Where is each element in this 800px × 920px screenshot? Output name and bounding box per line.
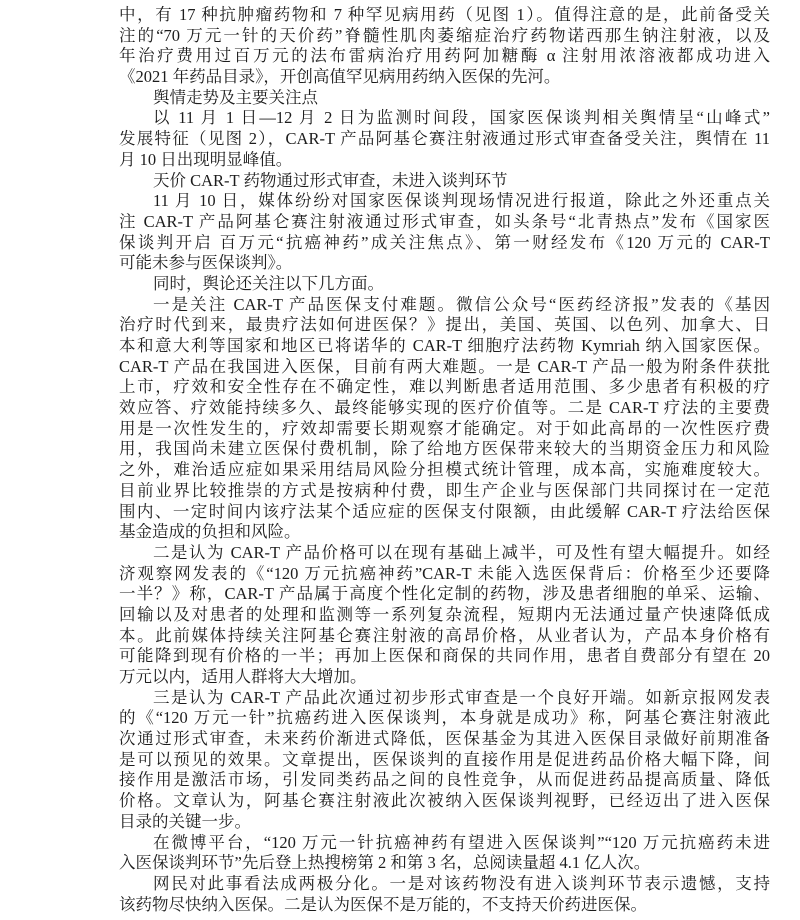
text-line: 一半？》称，CAR-T 产品属于高度个性化定制的药物，涉及患者细胞的单采、运输、 — [119, 584, 770, 604]
text-line: 年治疗费用过百万元的法布雷病治疗用药阿加糖酶 α 注射用浓溶液都成功进入 — [119, 46, 770, 66]
text-line: 治疗时代到来，最贵疗法如何进医保？》提出，美国、英国、以色列、加拿大、日 — [119, 315, 770, 335]
text-line: 中，有 17 种抗肿瘤药物和 7 种罕见病用药（见图 1）。值得注意的是，此前备受关 — [119, 5, 770, 24]
text-line: 之外，难治适应症如果采用结局风险分担模式统计管理，成本高，实施难度较大。 — [119, 460, 770, 480]
text-line: 入医保谈判环节”先后登上热搜榜第 2 和第 3 名，总阅读量超 4.1 亿人次。 — [119, 853, 651, 873]
text-line: 月 10 日出现明显峰值。 — [119, 149, 293, 169]
text-line: 该药物尽快纳入医保。二是认为医保不是万能的，不支持天价药进医保。 — [119, 894, 647, 914]
section-heading-line: 舆情走势及主要关注点 — [153, 87, 318, 107]
document-text-block — [119, 5, 770, 915]
text-line: 济观察网发表的《“120 万元抗癌神药”CAR-T 未能入选医保背后：价格至少还要降 — [119, 563, 770, 583]
text-line: 一是关注 CAR-T 产品医保支付难题。微信公众号“医药经济报”发表的《基因 — [153, 294, 770, 314]
text-line: 发展特征（见图 2），CAR-T 产品阿基仑赛注射液通过形式审查备受关注，舆情在 11 — [119, 129, 770, 149]
text-line: 《2021 年药品目录》，开创高值罕见病用药纳入医保的先河。 — [119, 67, 561, 87]
text-line: 基金造成的负担和风险。 — [119, 522, 301, 542]
text-line: 目前业界比较推崇的方式是按病种付费，即生产企业与医保部门共同探讨在一定范 — [119, 480, 770, 500]
section-heading-line: 天价 CAR-T 药物通过形式审查，未进入谈判环节 — [153, 170, 508, 190]
text-line: 接作用是激活市场，引发同类药品之间的良性竞争，从而促进药品提高质量、降低 — [119, 770, 770, 790]
text-line: 本。此前媒体持续关注阿基仑赛注射液的高昂价格，从业者认为，产品本身价格有 — [119, 625, 770, 645]
text-line: 注的“70 万元一针的天价药”脊髓性肌肉萎缩症治疗药物诺西那生钠注射液，以及 — [119, 25, 770, 45]
text-line: 是可以预见的效果。文章提出，医保谈判的直接作用是促进药品价格大幅下降，间 — [119, 749, 770, 769]
text-line: 上市，疗效和安全性存在不确定性，难以判断患者适用范围、多少患者有积极的疗 — [119, 377, 770, 397]
text-line: 可能降到现有价格的一半；再加上医保和商保的共同作用，患者自费部分有望在 20 — [119, 646, 770, 666]
text-line: 注 CAR-T 产品阿基仑赛注射液通过形式审查，如头条号“北青热点”发布《国家医 — [119, 211, 770, 231]
text-line: 万元以内，适用人群将大大增加。 — [119, 667, 367, 686]
text-line: 三是认为 CAR-T 产品此次通过初步形式审查是一个良好开端。如新京报网发表 — [153, 687, 770, 707]
text-line: 围内、一定时间内该疗法某个适应症的医保支付限额，由此缓解 CAR-T 疗法给医保 — [119, 501, 770, 521]
text-line: 11 月 10 日，媒体纷纷对国家医保谈判现场情况进行报道，除此之外还重点关 — [153, 191, 770, 211]
text-line: 的《“120 万元一针”抗癌药进入医保谈判，本身就是成功》称，阿基仑赛注射液此 — [119, 708, 770, 728]
text-line: 网民对此事看法成两极分化。一是对该药物没有进入谈判环节表示遗憾，支持 — [153, 873, 770, 893]
text-line: 用是一次性发生的，疗效却需要长期观察才能确定。对于如此高昂的一次性医疗费 — [119, 418, 770, 438]
text-line: 同时，舆论还关注以下几方面。 — [153, 273, 384, 293]
text-line: 目录的关键一步。 — [119, 811, 251, 831]
text-line: CAR-T 产品在我国进入医保，目前有两大难题。一是 CAR-T 产品一般为附条件获批 — [119, 356, 770, 376]
text-line: 可能未参与医保谈判》。 — [119, 253, 293, 273]
text-line: 用，我国尚未建立医保付费机制，除了给地方医保带来较大的当期资金压力和风险 — [119, 439, 770, 459]
text-line: 二是认为 CAR-T 产品价格可以在现有基础上减半，可及性有望大幅提升。如经 — [153, 542, 770, 562]
text-line: 次通过形式审查，未来药价渐进式降低，医保基金为其进入医保目录做好前期准备 — [119, 729, 770, 749]
text-line: 保谈判开启 百万元“抗癌神药”成关注焦点》、第一财经发布《120 万元的 CAR-T — [119, 232, 770, 252]
text-line: 本和意大利等国家和地区已将诺华的 CAR-T 细胞疗法药物 Kymriah 纳入国家医保。 — [119, 336, 770, 355]
text-line: 回输以及对患者的处理和监测等一系列复杂流程，短期内无法通过量产快速降低成 — [119, 604, 770, 624]
text-line: 效应答、疗效能持续多久、最终能够实现的医疗价值等。二是 CAR-T 疗法的主要费 — [119, 398, 770, 418]
text-line: 在微博平台，“120 万元一针抗癌神药有望进入医保谈判”“120 万元抗癌药未进 — [153, 832, 770, 852]
text-line: 以 11 月 1 日—12 月 2 日为监测时间段，国家医保谈判相关舆情呈“山峰式” — [153, 108, 770, 128]
text-line: 价格。文章认为，阿基仑赛注射液此次被纳入医保谈判视野，已经迈出了进入医保 — [119, 791, 770, 811]
